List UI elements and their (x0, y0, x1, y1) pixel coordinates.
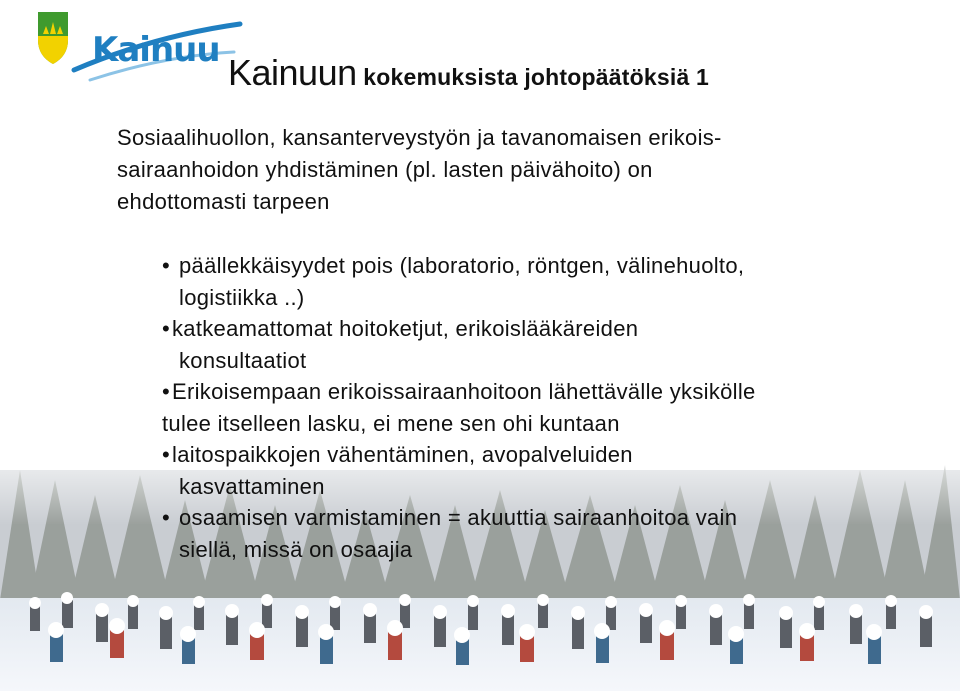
bullet-line: logistiikka ..) (179, 284, 305, 310)
bullet-item (162, 376, 902, 439)
bullet-line: osaamisen varmistaminen = akuuttia sairaanhoitoa vain (179, 505, 738, 530)
bullet-line: Erikoisempaan erikoissairaanhoitoon lähettävälle yksikölle (172, 379, 756, 404)
intro-paragraph (117, 122, 817, 218)
bullet-glyph: • (162, 442, 171, 467)
slide-title (228, 52, 709, 94)
bullet-line: laitospaikkojen vähentäminen, avopalveluiden (172, 442, 633, 467)
intro-line: Sosiaalihuollon, kansanterveystyön ja tavanomaisen erikois- (117, 125, 722, 150)
bullet-list (162, 250, 902, 565)
bullet-item (162, 250, 902, 313)
title-part1: Kainuun (228, 52, 357, 93)
intro-line: ehdottomasti tarpeen (117, 189, 330, 214)
intro-line: sairaanhoidon yhdistäminen (pl. lasten päivähoito) on (117, 157, 653, 182)
bullet-line: konsultaatiot (179, 347, 307, 373)
bullet-item (162, 502, 902, 565)
bullet-glyph: • (162, 379, 171, 404)
bullet-line: tulee itselleen lasku, ei mene sen ohi kuntaan (162, 410, 620, 436)
bullet-glyph: • (162, 316, 171, 341)
bullet-glyph: • (162, 253, 171, 278)
bullet-line: päällekkäisyydet pois (laboratorio, röntgen, välinehuolto, (179, 253, 745, 278)
bullet-item (162, 313, 902, 376)
bullet-line: kasvattaminen (179, 473, 325, 499)
kainuu-logo (34, 6, 254, 92)
bullet-glyph: • (162, 505, 171, 530)
bullet-item (162, 439, 902, 502)
title-part2: kokemuksista johtopäätöksiä 1 (356, 64, 710, 90)
logo-wordmark: Kainuu (92, 30, 220, 70)
bullet-line: katkeamattomat hoitoketjut, erikoislääkäreiden (172, 316, 639, 341)
bullet-line: siellä, missä on osaajia (179, 536, 413, 562)
